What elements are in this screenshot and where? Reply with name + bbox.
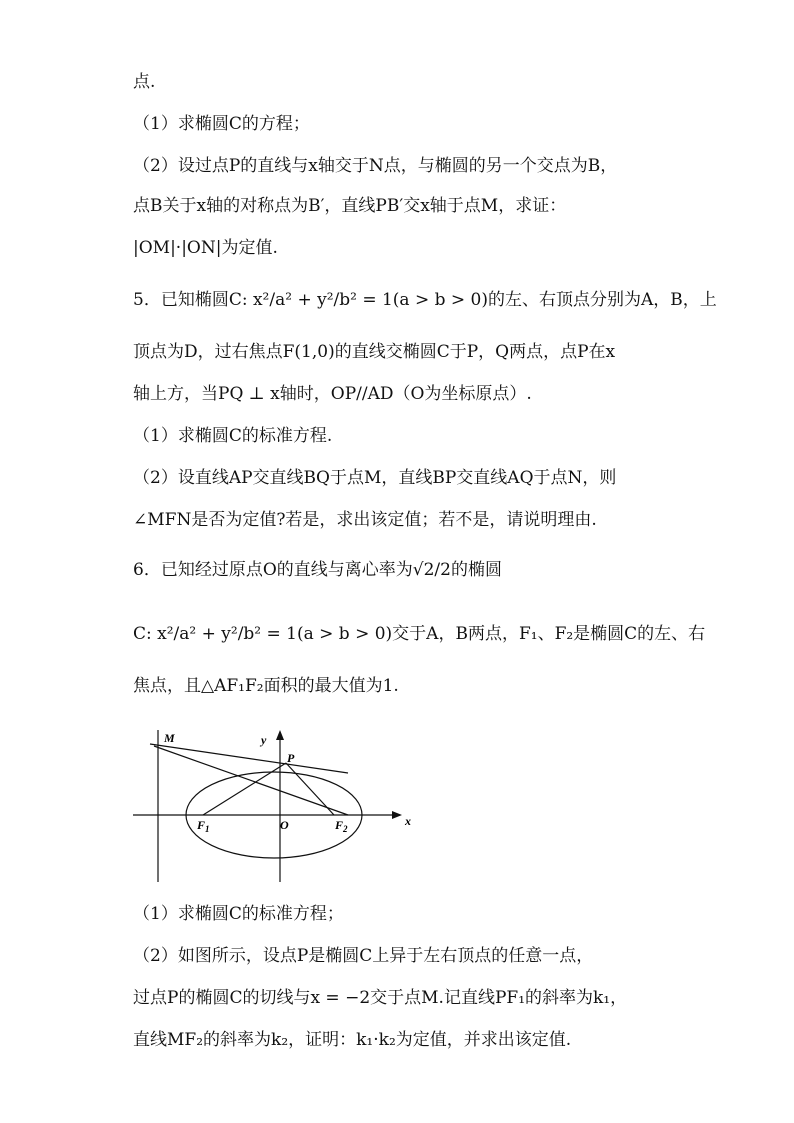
- text-line-8: 轴上方，当PQ ⊥ x轴时，OP//AD（O为坐标原点）.: [133, 384, 532, 404]
- text-line-10: （2）设直线AP交直线BQ于点M，直线BP交直线AQ于点N，则: [133, 468, 617, 488]
- text-line-13: C: x²/a² + y²/b² = 1(a > b > 0)交于A，B两点，F₁、F₂是椭圆C的左、右: [133, 624, 706, 644]
- label-O: O: [280, 818, 289, 832]
- label-P: P: [287, 751, 295, 765]
- text-line-1: 点.: [133, 72, 156, 92]
- text-line-12: 6．已知经过原点O的直线与离心率为√2/2的椭圆: [133, 560, 502, 580]
- text-line-7: 顶点为D，过右焦点F(1,0)的直线交椭圆C于P，Q两点，点P在x: [133, 342, 616, 362]
- label-F2: $F_2$: [335, 818, 348, 834]
- text-line-5: |OM|·|ON|为定值.: [133, 238, 278, 258]
- label-y: y: [261, 733, 267, 747]
- segment-MF2: [154, 746, 348, 815]
- text-line-9: （1）求椭圆C的标准方程.: [133, 426, 333, 446]
- text-line-18: 直线MF₂的斜率为k₂，证明：k₁·k₂为定值，并求出该定值.: [133, 1030, 572, 1050]
- text-line-11: ∠MFN是否为定值?若是，求出该定值；若不是，请说明理由.: [133, 510, 597, 530]
- segment-PF2: [286, 763, 334, 815]
- y-axis-arrow: [276, 730, 284, 740]
- text-line-2: （1）求椭圆C的方程；: [133, 114, 310, 134]
- text-line-15: （1）求椭圆C的标准方程；: [133, 904, 344, 924]
- ellipse-figure: [130, 722, 420, 892]
- text-line-16: （2）如图所示，设点P是椭圆C上异于左右顶点的任意一点，: [133, 946, 594, 966]
- label-x: x: [405, 814, 411, 828]
- label-M: M: [164, 731, 175, 745]
- text-line-14: 焦点，且△AF₁F₂面积的最大值为1.: [133, 676, 399, 696]
- x-axis-arrow: [392, 811, 402, 819]
- label-F1: $F_1$: [197, 818, 210, 834]
- text-line-6: 5．已知椭圆C: x²/a² + y²/b² = 1(a > b > 0)的左、右顶点分别为A，B，上: [133, 290, 717, 310]
- text-line-17: 过点P的椭圆C的切线与x = −2交于点M.记直线PF₁的斜率为k₁，: [133, 988, 628, 1008]
- text-line-4: 点B关于x轴的对称点为B′，直线PB′交x轴于点M，求证：: [133, 196, 567, 216]
- tangent-line: [150, 744, 348, 773]
- text-line-3: （2）设过点P的直线与x轴交于N点，与椭圆的另一个交点为B，: [133, 156, 618, 176]
